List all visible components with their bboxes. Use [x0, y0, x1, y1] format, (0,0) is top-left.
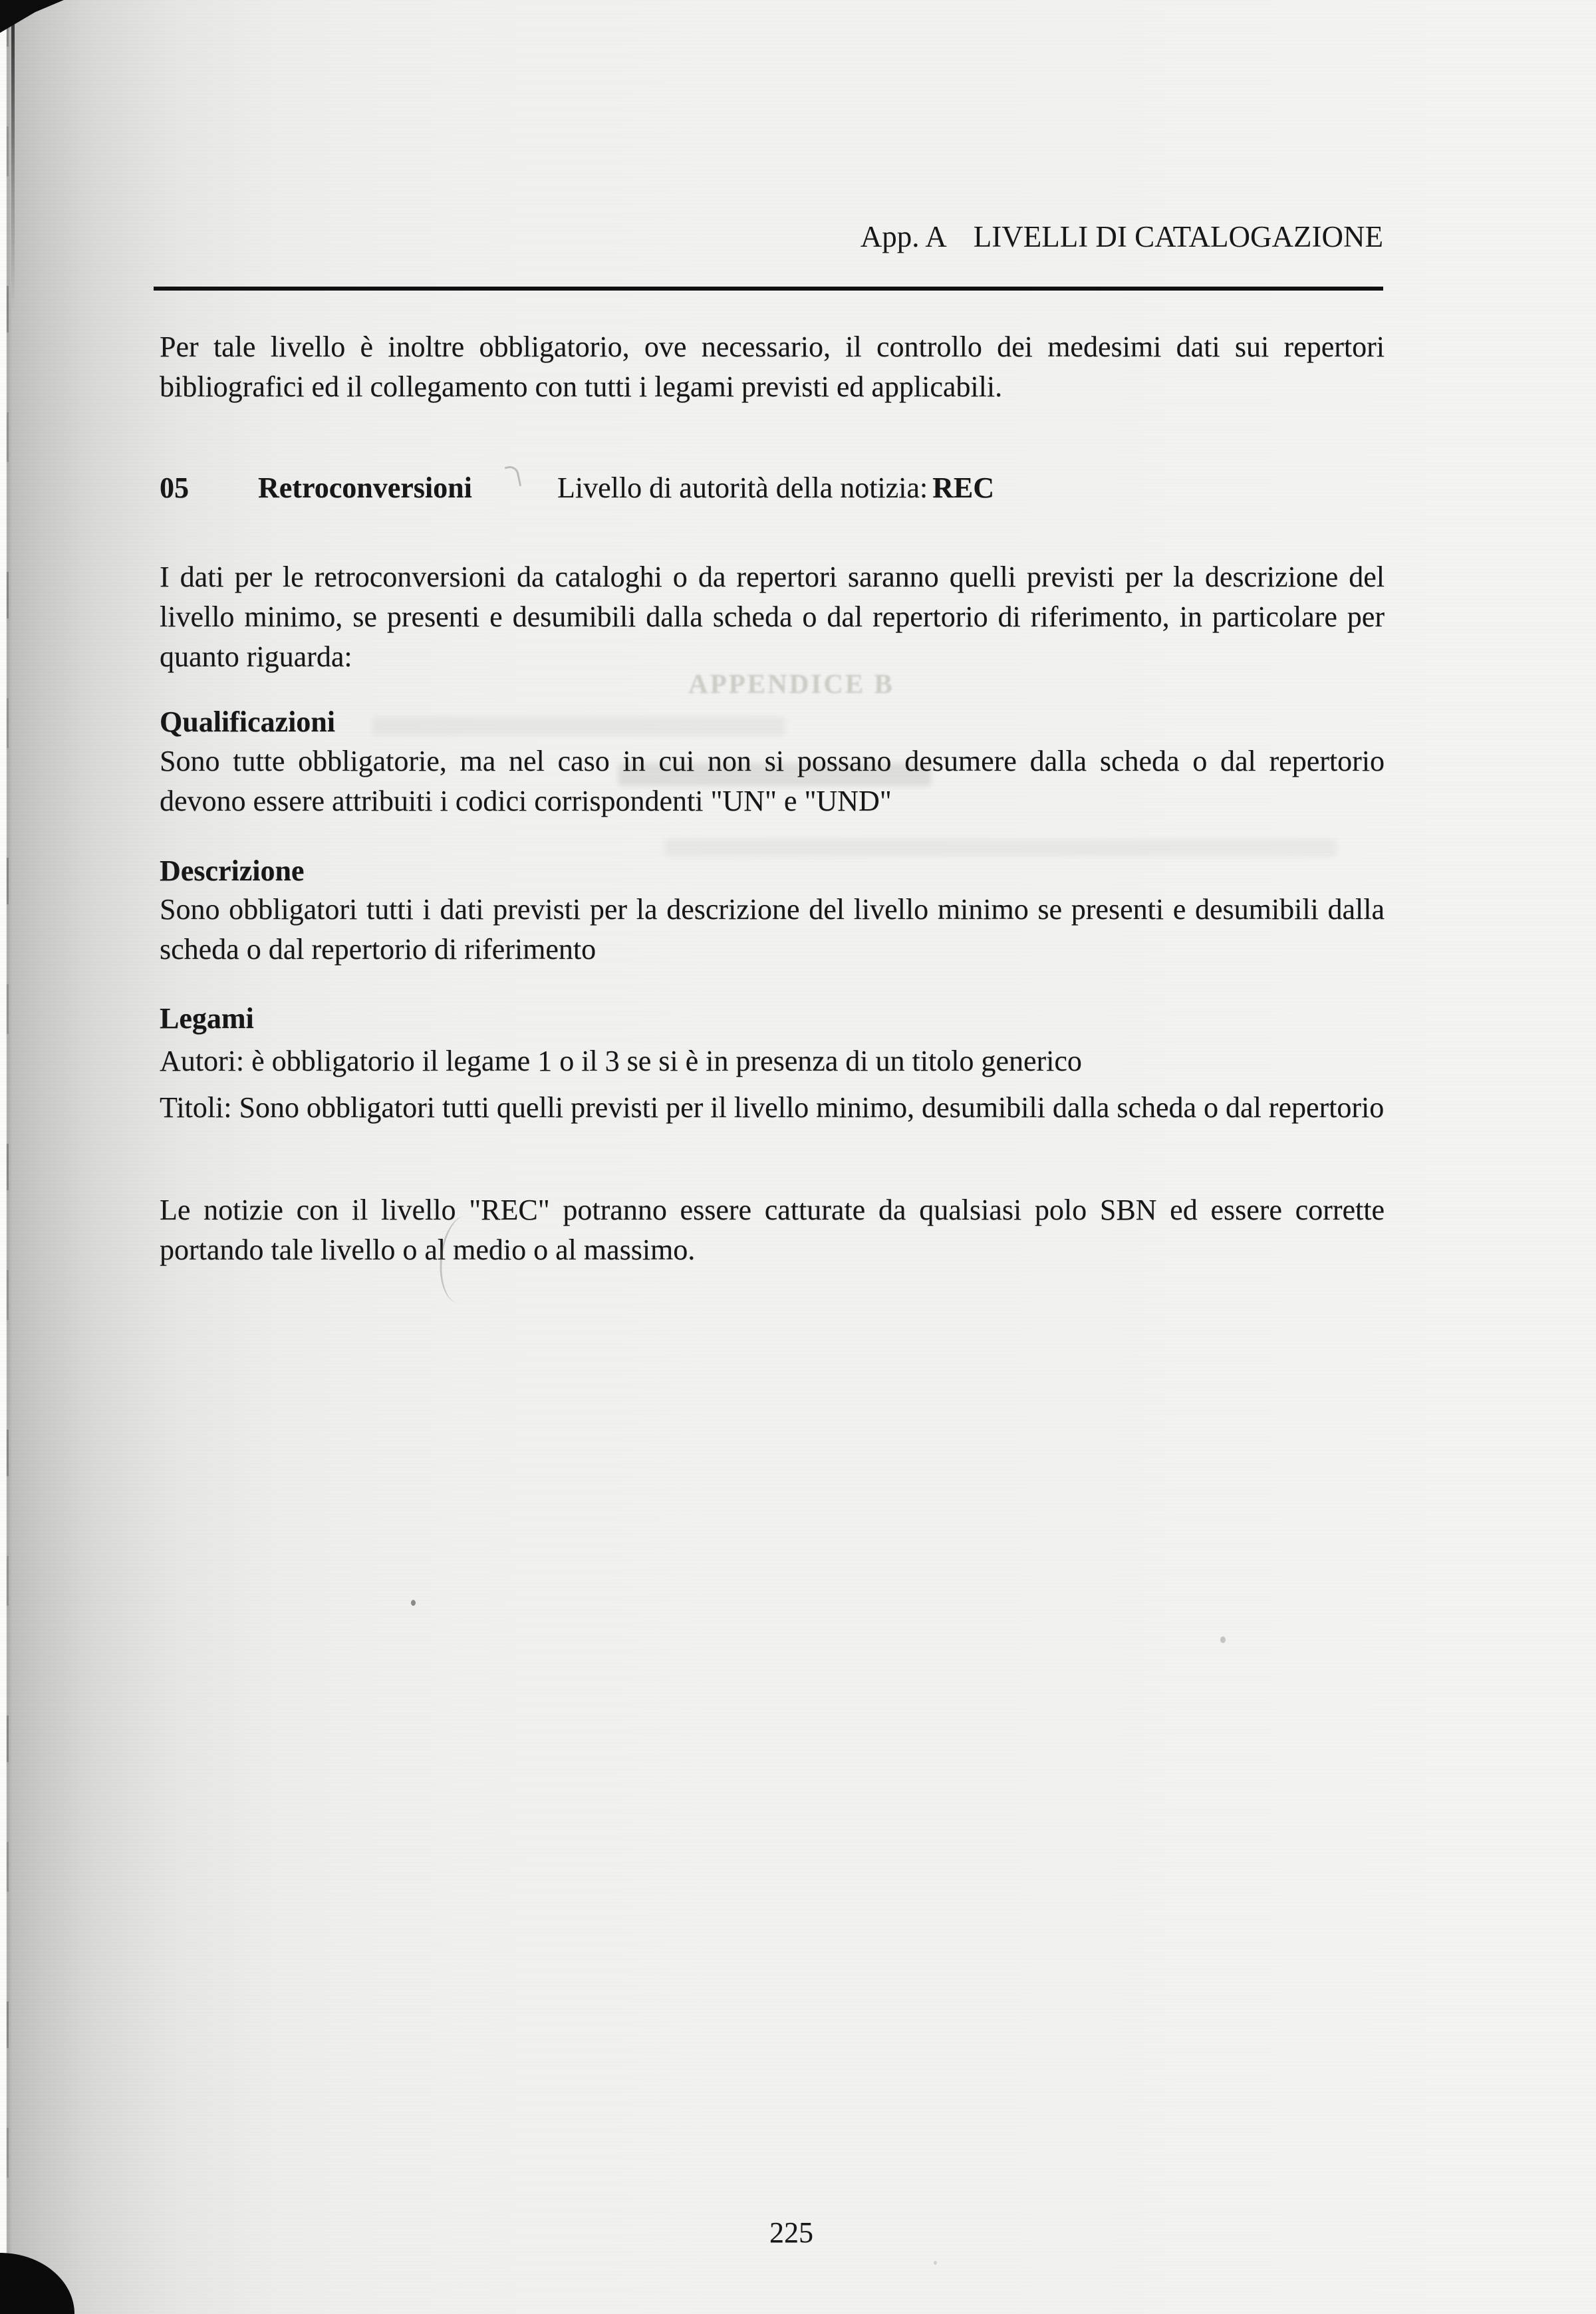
legami-titoli-paragraph: Titoli: Sono obbligatori tutti quelli previsti per il livello minimo, desumibili dalla scheda o dal repertorio: [160, 1091, 1385, 1124]
subsection-heading-legami: Legami: [160, 1002, 254, 1035]
legami-autori-paragraph: Autori: è obbligatorio il legame 1 o il 3 se si è in presenza di un titolo generico: [160, 1045, 1082, 1077]
authority-level-value: REC: [932, 471, 995, 504]
section-name: Retroconversioni: [258, 471, 472, 504]
page-edge-line: [7, 0, 9, 2314]
body-paragraph: I dati per le retroconversioni da cataloghi o da repertori saranno quelli previsti per la descrizione del livello minimo, se presenti e desumibili dalla scheda o dal repertorio di riferimento, in particolare per quanto riguarda:: [160, 561, 1385, 673]
authority-level-label: Livello di autorità della notizia:: [557, 471, 928, 504]
dust-speck: [411, 1600, 416, 1606]
bleed-through-title: APPENDICE B: [688, 668, 894, 699]
section-heading-row: [160, 471, 1385, 512]
section-number: 05: [160, 471, 189, 504]
bleed-through-smudge: [665, 839, 1337, 856]
intro-paragraph: Per tale livello è inoltre obbligatorio, ove necessario, il controllo dei medesimi dati sui repertori bibliografici ed il collegamento con tutti i legami previsti ed applicabili.: [160, 330, 1385, 403]
dust-speck: [1220, 1636, 1226, 1643]
corner-shadow-bottom-left: [0, 2253, 74, 2314]
closing-paragraph: Le notizie con il livello "REC" potranno essere catturate da qualsiasi polo SBN ed essere corrette portando tale livello o al medio o al massimo.: [160, 1194, 1385, 1266]
header-rule: [154, 287, 1383, 291]
authority-level: [557, 471, 994, 505]
qualificazioni-paragraph: Sono tutte obbligatorie, ma nel caso in cui non si possano desumere dalla scheda o dal repertorio devono essere attribuiti i codici corrispondenti "UN" e "UND": [160, 745, 1385, 817]
header-appendix-label: App. A: [860, 220, 947, 253]
spine-shadow: [11, 0, 15, 313]
dust-speck: [934, 2261, 937, 2265]
corner-shadow-top-left: [0, 0, 64, 35]
bleed-through-smudge: [372, 717, 785, 735]
subsection-heading-qualificazioni: Qualificazioni: [160, 706, 335, 738]
subsection-heading-descrizione: Descrizione: [160, 854, 305, 887]
running-header: [0, 219, 1383, 254]
page-number: 225: [769, 2216, 813, 2249]
header-title: LIVELLI DI CATALOGAZIONE: [973, 220, 1383, 253]
descrizione-paragraph: Sono obbligatori tutti i dati previsti per la descrizione del livello minimo se presenti e desumibili dalla scheda o dal repertorio di riferimento: [160, 893, 1385, 965]
